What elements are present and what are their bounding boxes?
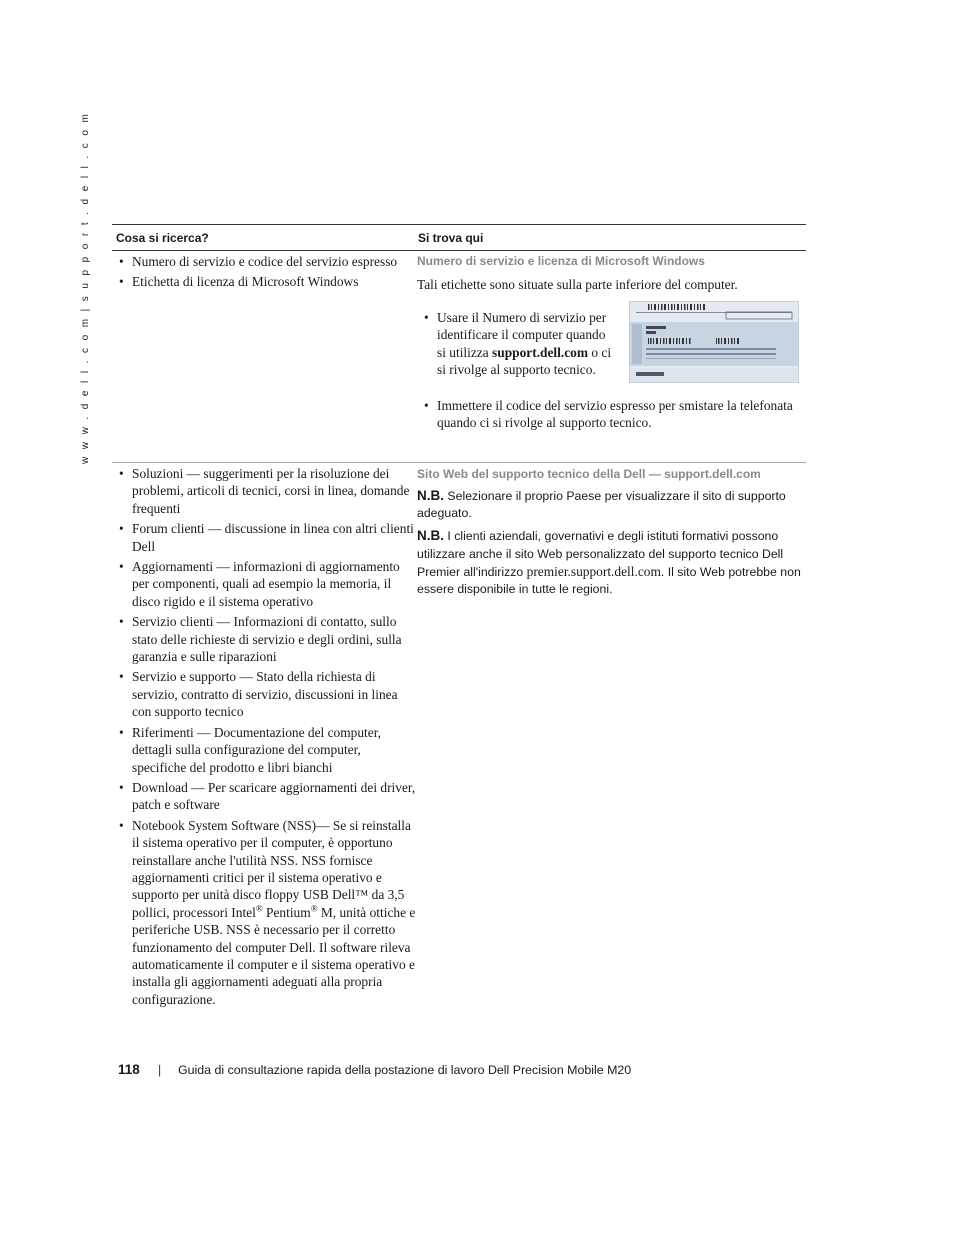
support-link[interactable]: support.dell.com	[664, 467, 761, 481]
note-2: N.B. I clienti aziendali, governativi e degli istituti formativi possono utilizzare anche il sito Web personalizzato del supporto tecnico Dell Premier all'indirizzo premier.support.dell.com. Il sito Web potrebbe non essere disponibile in tutte le regioni.	[417, 528, 801, 597]
list-item: • Immettere il codice del servizio espresso per smistare la telefonata quando ci si rivolge al supporto tecnico.	[417, 397, 806, 432]
header-col1: Cosa si ricerca?	[116, 230, 209, 245]
section-heading: Sito Web del supporto tecnico della Dell — support.dell.com	[417, 467, 761, 481]
service-tag-label-image	[629, 301, 799, 383]
footer-title: Guida di consultazione rapida della postazione di lavoro Dell Precision Mobile M20	[178, 1062, 632, 1077]
list-item: • Usare il Numero di servizio per identificare il computer quando si utilizza support.dell.com o ci si rivolge al supporto tecnico.	[417, 309, 617, 379]
side-url: w w w . d e l l . c o m | s u p p o r t . d e l l . c o m	[80, 111, 91, 464]
footer-separator: |	[158, 1062, 162, 1077]
page-number: 118	[118, 1062, 140, 1077]
list-item: • Servizio e supporto — Stato della richiesta di servizio, contratto di servizio, discussioni in linea con supporto tecnico	[112, 668, 417, 720]
page-footer	[118, 1062, 818, 1077]
list-item: • Numero di servizio e codice del servizio espresso	[112, 253, 417, 270]
table-row	[112, 463, 806, 1011]
table-header	[112, 225, 806, 251]
info-table	[112, 224, 806, 1011]
list-item: • Servizio clienti — Informazioni di contatto, sullo stato delle richieste di servizio e degli ordini, sulla garanzia e sulle riparazioni	[112, 613, 417, 665]
list-item: • Download — Per scaricare aggiornamenti dei driver, patch e software	[112, 779, 417, 814]
table-row	[112, 251, 806, 463]
intro-text: Tali etichette sono situate sulla parte inferiore del computer.	[417, 277, 738, 292]
row1-left	[112, 251, 417, 462]
list-item: • Aggiornamenti — informazioni di aggiornamento per componenti, quali ad esempio la memoria, il disco rigido e il sistema operativo	[112, 558, 417, 610]
list-item: • Forum clienti — discussione in linea con altri clienti Dell	[112, 520, 417, 555]
row2-left	[112, 465, 417, 1011]
header-col2: Si trova qui	[418, 230, 484, 245]
list-item: • Soluzioni — suggerimenti per la risoluzione dei problemi, articoli di tecnici, corsi in linea, domande frequenti	[112, 465, 417, 517]
list-item: • Notebook System Software (NSS)— Se si reinstalla il sistema operativo per il computer, è opportuno reinstallare anche l'utilità NSS. NSS fornisce aggiornamenti critici per il sistema operativo e supporto per unità disco floppy USB Dell™ da 3,5 pollici, processori Intel® Pentium® M, unità ottiche e periferiche USB. NSS è necessario per il corretto funzionamento del computer Dell. Il software rileva automaticamente il computer e il sistema operativo e installa gli aggiornamenti adeguati alla propria configurazione.	[112, 817, 417, 1008]
section-heading: Numero di servizio e licenza di Microsoft Windows	[417, 254, 705, 268]
note-1: N.B. Selezionare il proprio Paese per visualizzare il sito di supporto adeguato.	[417, 488, 786, 521]
row1-right	[417, 251, 806, 462]
support-link[interactable]: support.dell.com	[492, 344, 589, 360]
list-item: • Riferimenti — Documentazione del computer, dettagli sulla configurazione del computer, specifiche del prodotto e libri bianchi	[112, 724, 417, 776]
row2-right	[417, 465, 806, 1011]
premier-link[interactable]: premier.support.dell.com	[526, 563, 661, 579]
list-item: • Etichetta di licenza di Microsoft Windows	[112, 273, 417, 290]
